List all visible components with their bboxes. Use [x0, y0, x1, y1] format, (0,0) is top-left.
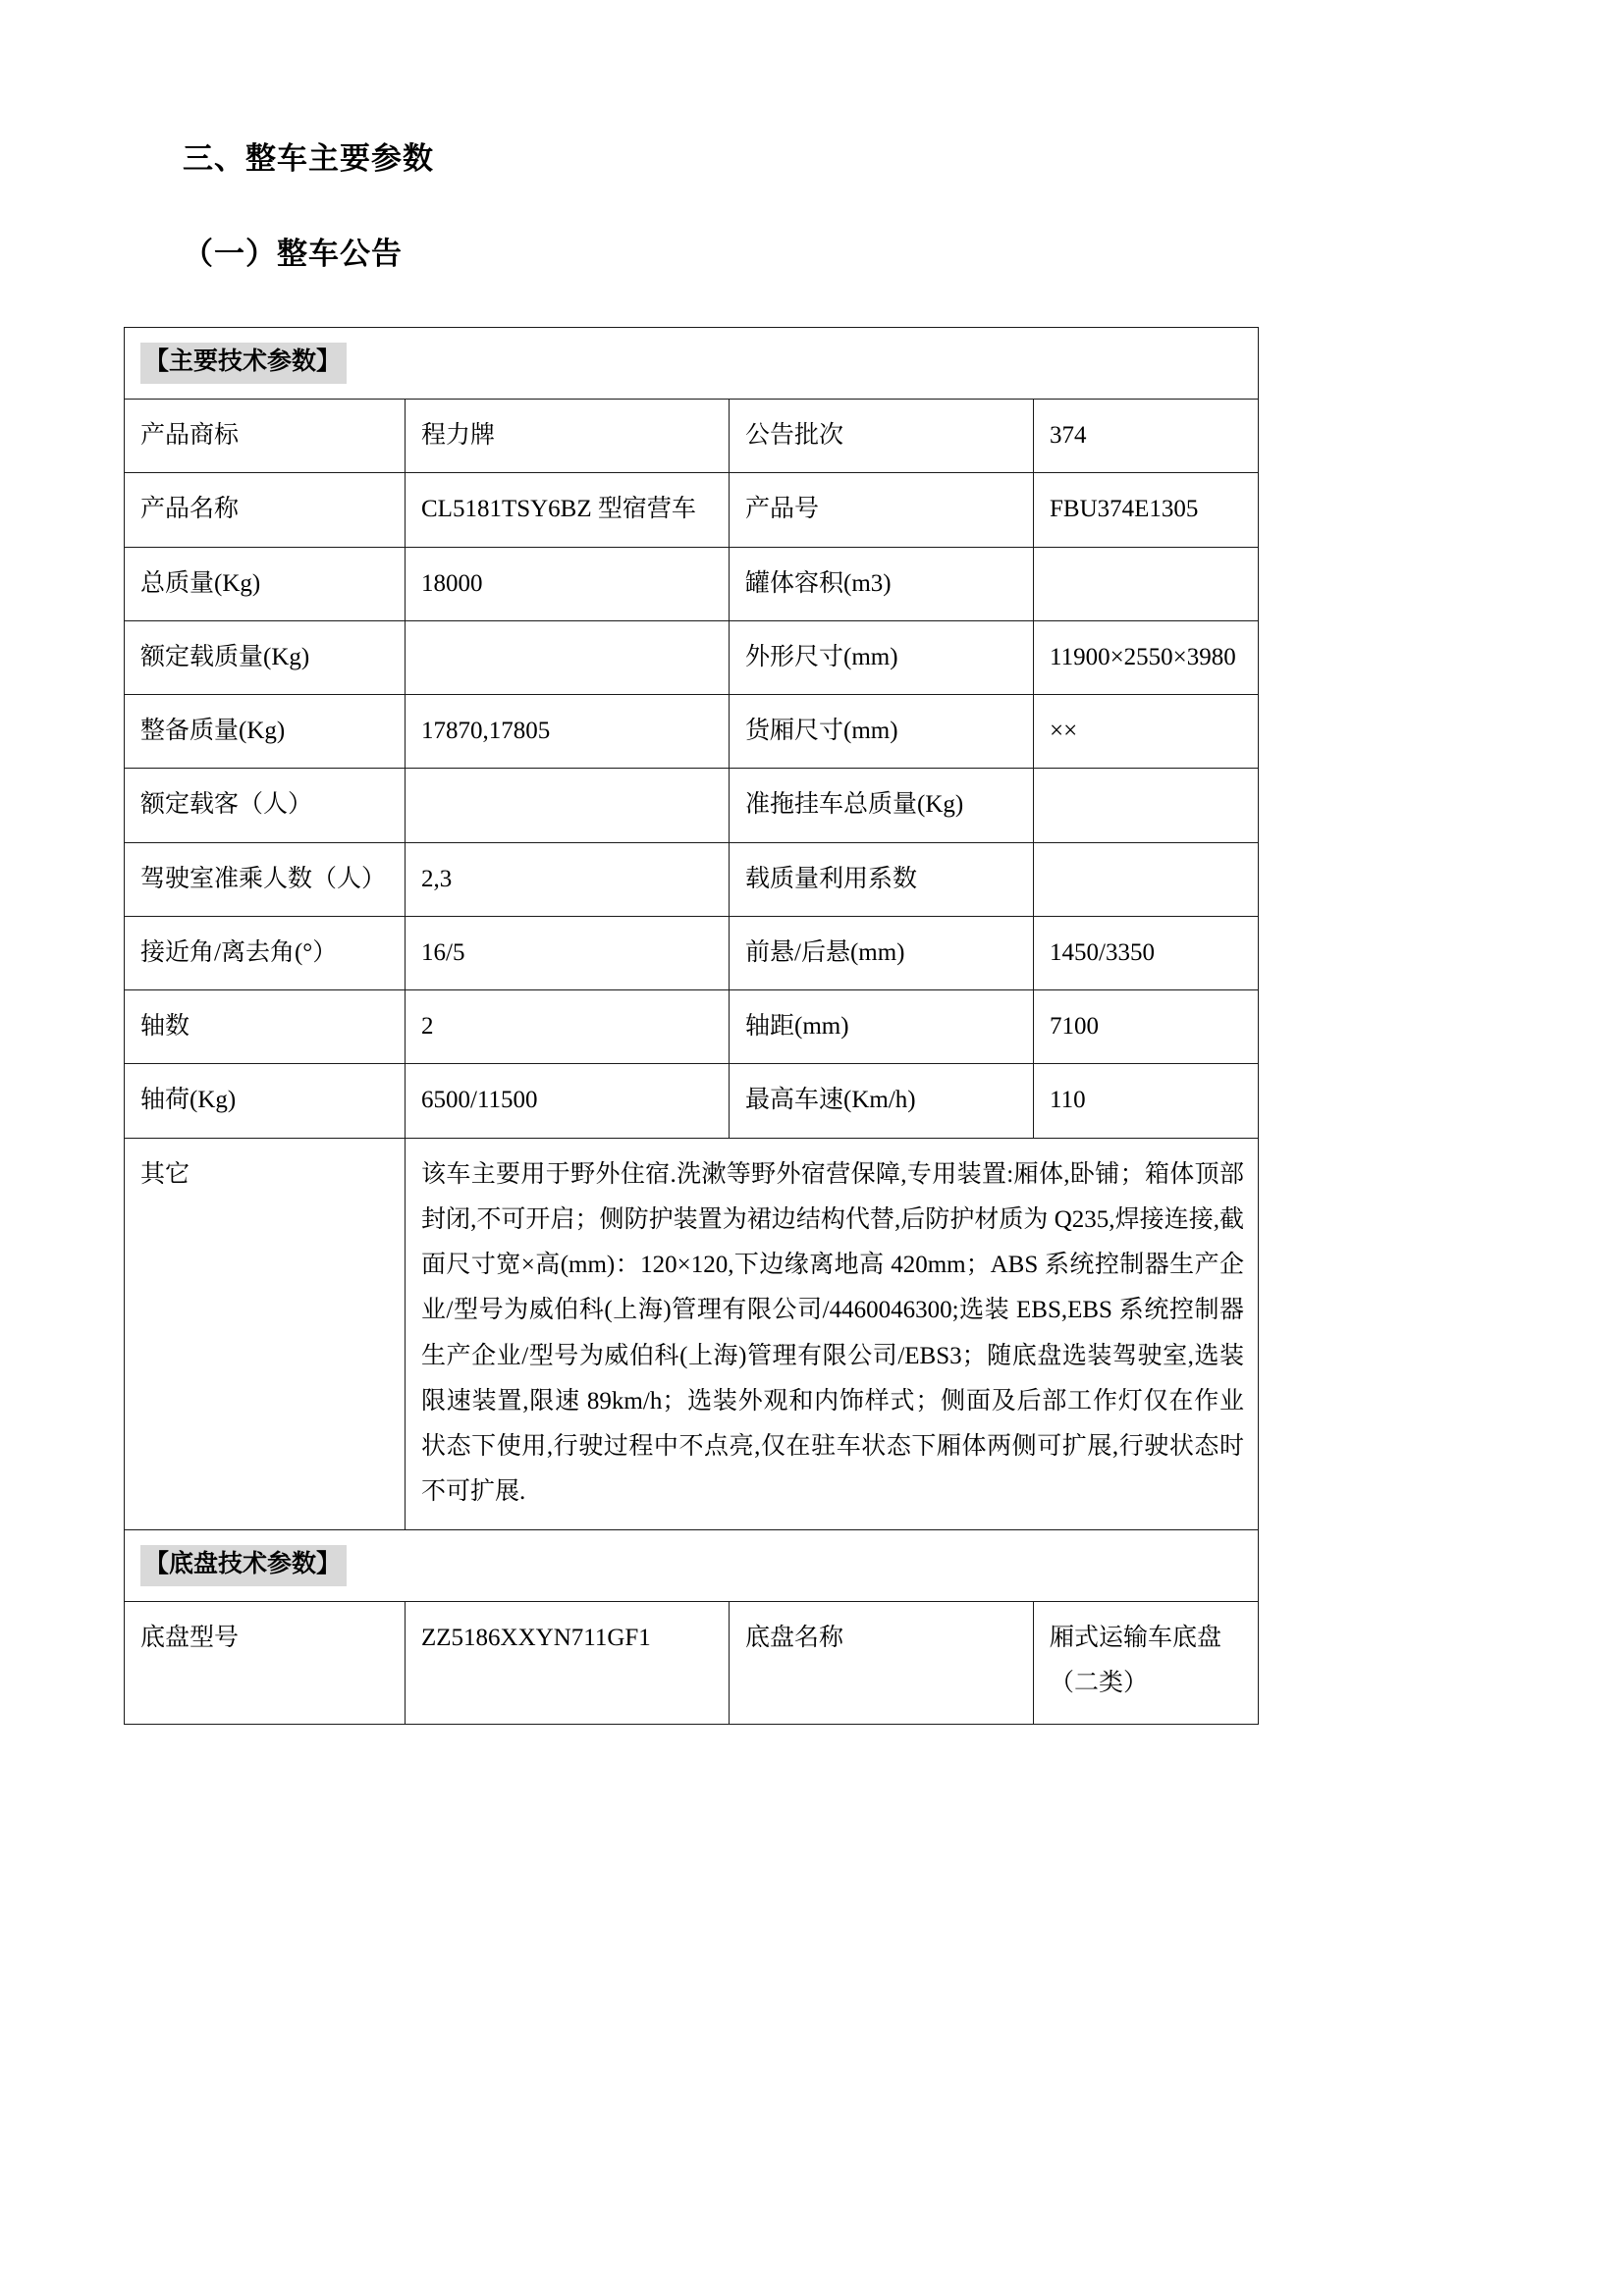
- table-row: [125, 547, 1259, 620]
- param-value: 6500/11500: [406, 1064, 730, 1138]
- document-content: [140, 137, 1449, 1725]
- section-subtitle: （一）整车公告: [183, 237, 403, 272]
- param-label: 轴距(mm): [730, 990, 1034, 1064]
- param-value: 厢式运输车底盘（二类）: [1034, 1601, 1259, 1724]
- other-notes-cell: [406, 1138, 1259, 1529]
- param-label: 准拖挂车总质量(Kg): [730, 769, 1034, 842]
- param-value: 2,3: [406, 842, 730, 916]
- param-value: [1034, 547, 1259, 620]
- param-value: ××: [1034, 695, 1259, 769]
- table-row: [125, 1601, 1259, 1724]
- param-value: 7100: [1034, 990, 1259, 1064]
- param-value: 18000: [406, 547, 730, 620]
- param-label: 轴荷(Kg): [125, 1064, 406, 1138]
- table-row: [125, 769, 1259, 842]
- param-value: 110: [1034, 1064, 1259, 1138]
- table-section-header-main: [125, 327, 1259, 399]
- param-value: [406, 620, 730, 694]
- param-label: 外形尺寸(mm): [730, 620, 1034, 694]
- table-row: [125, 990, 1259, 1064]
- table-row: [125, 1064, 1259, 1138]
- param-label: 货厢尺寸(mm): [730, 695, 1034, 769]
- param-label: 接近角/离去角(°）: [125, 916, 406, 989]
- section-header-cell: [125, 327, 1259, 399]
- param-label: 底盘名称: [730, 1601, 1034, 1724]
- section-label-chassis: 【底盘技术参数】: [140, 1545, 347, 1586]
- param-label: 产品商标: [125, 400, 406, 473]
- param-value: 16/5: [406, 916, 730, 989]
- table-section-header-chassis: [125, 1529, 1259, 1601]
- param-value: [1034, 769, 1259, 842]
- table-row: [125, 473, 1259, 547]
- param-label: 载质量利用系数: [730, 842, 1034, 916]
- param-value: [406, 769, 730, 842]
- param-value: 程力牌: [406, 400, 730, 473]
- param-value: 11900×2550×3980: [1034, 620, 1259, 694]
- table-row: [125, 400, 1259, 473]
- param-label: 轴数: [125, 990, 406, 1064]
- param-label: 额定载客（人）: [125, 769, 406, 842]
- param-label: 最高车速(Km/h): [730, 1064, 1034, 1138]
- param-value: 17870,17805: [406, 695, 730, 769]
- param-value: FBU374E1305: [1034, 473, 1259, 547]
- param-value: 2: [406, 990, 730, 1064]
- param-label: 罐体容积(m3): [730, 547, 1034, 620]
- table-row-other: [125, 1138, 1259, 1529]
- param-label: 其它: [125, 1138, 406, 1529]
- param-label: 整备质量(Kg): [125, 695, 406, 769]
- param-label: 额定载质量(Kg): [125, 620, 406, 694]
- param-label: 公告批次: [730, 400, 1034, 473]
- page-title: 三、整车主要参数: [183, 141, 434, 176]
- table-row: [125, 620, 1259, 694]
- param-label: 前悬/后悬(mm): [730, 916, 1034, 989]
- section-header-cell: [125, 1529, 1259, 1601]
- param-value: CL5181TSY6BZ 型宿营车: [406, 473, 730, 547]
- table-row: [125, 695, 1259, 769]
- table-row: [125, 842, 1259, 916]
- vehicle-parameters-table: [124, 327, 1259, 1725]
- param-label: 底盘型号: [125, 1601, 406, 1724]
- table-row: [125, 916, 1259, 989]
- param-label: 总质量(Kg): [125, 547, 406, 620]
- param-value: 1450/3350: [1034, 916, 1259, 989]
- param-label: 驾驶室准乘人数（人）: [125, 842, 406, 916]
- param-label: 产品号: [730, 473, 1034, 547]
- param-value: [1034, 842, 1259, 916]
- section-label-main: 【主要技术参数】: [140, 343, 347, 384]
- param-label: 产品名称: [125, 473, 406, 547]
- param-value: 374: [1034, 400, 1259, 473]
- param-value: ZZ5186XXYN711GF1: [406, 1601, 730, 1724]
- other-notes-text: 该车主要用于野外住宿.洗漱等野外宿营保障,专用装置:厢体,卧铺；箱体顶部封闭,不可开启；侧防护装置为裙边结构代替,后防护材质为 Q235,焊接连接,截面尺寸宽×高(mm)：120×120,下边缘离地高 420mm；ABS 系统控制器生产企业/型号为威伯科(上海)管理有限公司/4460046300;选装 EBS,EBS 系统控制器生产企业/型号为威伯科(上海)管理有限公司/EBS3；随底盘选装驾驶室,选装限速装置,限速 89km/h；选装外观和内饰样式；侧面及后部工作灯仅在作业状态下使用,行驶过程中不点亮,仅在驻车状态下厢体两侧可扩展,行驶状态时不可扩展.: [421, 1160, 1245, 1506]
